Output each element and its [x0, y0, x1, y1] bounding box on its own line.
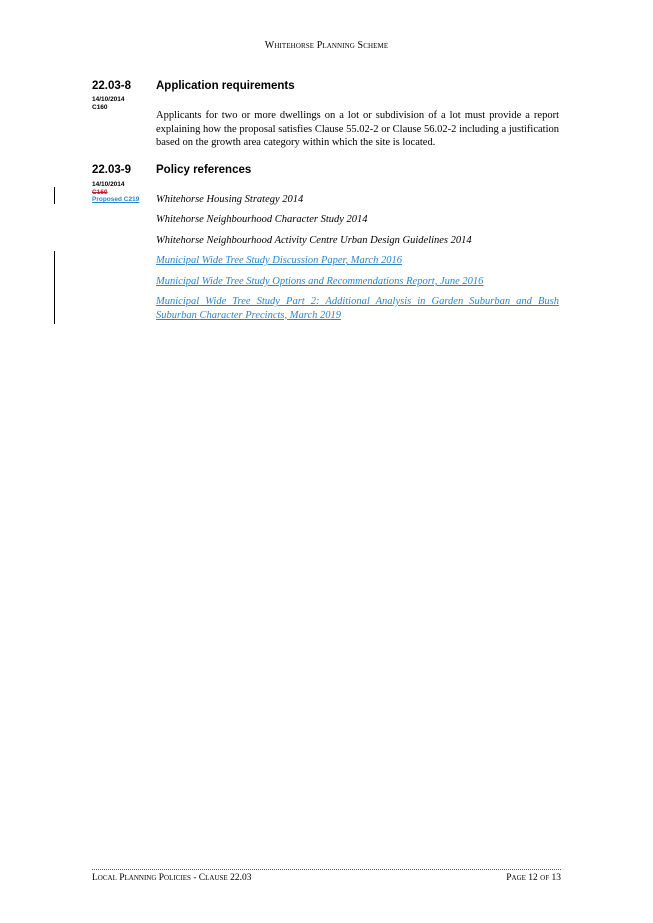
meta-date: 14/10/2014 — [92, 181, 125, 188]
change-bar — [54, 187, 55, 204]
change-bar — [54, 251, 55, 324]
clause-title: Application requirements — [156, 80, 295, 92]
meta-deleted-amendment: C160 — [92, 188, 108, 196]
body-paragraph: Applicants for two or more dwellings on a lot or subdivision of a lot must provide a report explaining how the proposal satisfies Clause 55.02-2 or Clause 56.02-2 including a justification based on the growth area category within which the site is located. — [156, 110, 559, 148]
footer-page-number: Page 12 of 13 — [506, 873, 561, 883]
policy-reference-link[interactable]: Municipal Wide Tree Study Discussion Paper, March 2016 — [156, 255, 402, 266]
policy-reference: Whitehorse Neighbourhood Character Study 2014 — [156, 214, 368, 225]
policy-reference: Whitehorse Neighbourhood Activity Centre Urban Design Guidelines 2014 — [156, 235, 472, 246]
policy-reference: Whitehorse Housing Strategy 2014 — [156, 194, 304, 205]
clause-title: Policy references — [156, 164, 252, 176]
footer-clause: Local Planning Policies - Clause 22.03 — [92, 873, 252, 883]
clause-number: 22.03-9 — [92, 164, 132, 176]
clause-number: 22.03-8 — [92, 80, 132, 92]
policy-reference-link[interactable]: Municipal Wide Tree Study Options and Recommendations Report, June 2016 — [156, 276, 484, 287]
policy-reference-link[interactable]: Municipal Wide Tree Study Part 2: Additional Analysis in Garden Suburban and Bush Suburban Character Precincts, March 2019 — [156, 296, 559, 321]
footer-rule — [92, 869, 561, 870]
clause-meta — [92, 181, 139, 204]
meta-amendment: C160 — [92, 103, 108, 111]
meta-date: 14/10/2014 — [92, 96, 125, 103]
clause-meta — [92, 96, 125, 111]
meta-proposed-amendment[interactable]: Proposed C219 — [92, 196, 140, 203]
running-header: Whitehorse Planning Scheme — [264, 40, 389, 51]
